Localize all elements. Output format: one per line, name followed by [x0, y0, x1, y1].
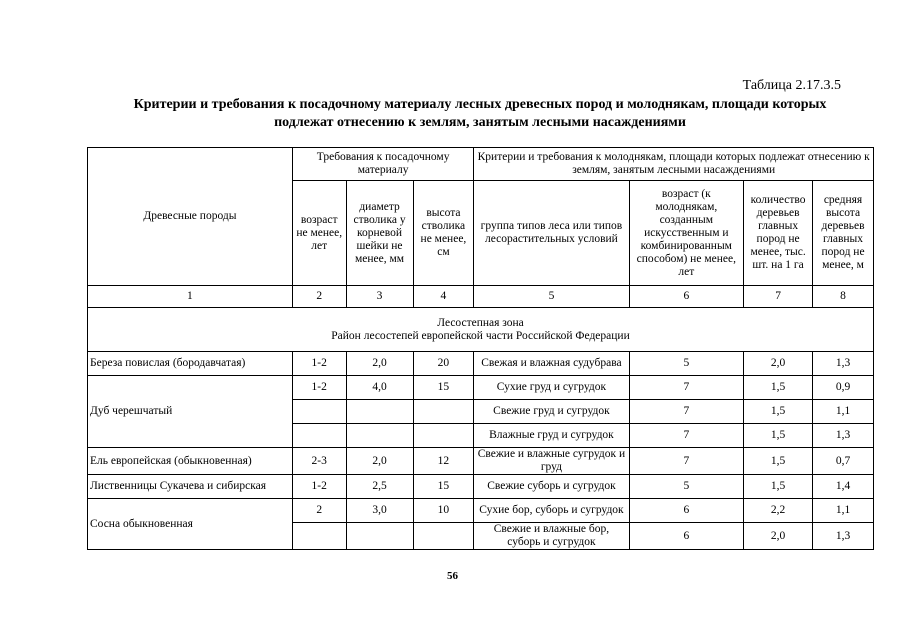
avg-height-cell: 1,1 — [813, 400, 874, 424]
table-number: Таблица 2.17.3.5 — [742, 78, 841, 93]
young-age-cell: 5 — [629, 352, 744, 376]
age-cell — [292, 523, 346, 550]
height-cell: 20 — [413, 352, 474, 376]
forest-type-cell: Свежие и влажные бор, суборь и сугрудок — [474, 523, 629, 550]
age-cell — [292, 400, 346, 424]
avg-height-cell: 1,4 — [813, 475, 874, 499]
avg-height-cell: 0,9 — [813, 376, 874, 400]
age-cell: 1-2 — [292, 475, 346, 499]
forest-type-cell: Свежие груд и сугрудок — [474, 400, 629, 424]
column-number: 5 — [474, 286, 629, 308]
header-row-group — [88, 148, 874, 181]
height-cell — [413, 424, 474, 448]
age-cell: 1-2 — [292, 376, 346, 400]
age-cell: 1-2 — [292, 352, 346, 376]
height-cell — [413, 523, 474, 550]
header-height: высота стволика не менее, см — [413, 181, 474, 286]
tree-count-cell: 1,5 — [744, 475, 813, 499]
forest-type-cell: Влажные груд и сугрудок — [474, 424, 629, 448]
avg-height-cell: 1,3 — [813, 424, 874, 448]
column-number: 8 — [813, 286, 874, 308]
title-line-1: Критерии и требования к посадочному материалу лесных древесных пород и молоднякам, площади которых — [133, 97, 827, 112]
young-age-cell: 7 — [629, 448, 744, 475]
avg-height-cell: 1,3 — [813, 523, 874, 550]
header-young-age: возраст (к молоднякам, созданным искусственным и комбинированным способом) не менее, лет — [629, 181, 744, 286]
height-cell: 12 — [413, 448, 474, 475]
forest-type-cell: Свежие и влажные сугрудок и груд — [474, 448, 629, 475]
column-number: 2 — [292, 286, 346, 308]
table-row — [88, 499, 874, 523]
height-cell: 15 — [413, 475, 474, 499]
height-cell — [413, 400, 474, 424]
diameter-cell — [346, 424, 413, 448]
avg-height-cell: 1,1 — [813, 499, 874, 523]
tree-count-cell: 2,2 — [744, 499, 813, 523]
tree-count-cell: 1,5 — [744, 376, 813, 400]
header-diameter: диаметр стволика у корневой шейки не менее, мм — [346, 181, 413, 286]
young-age-cell: 6 — [629, 523, 744, 550]
young-age-cell: 6 — [629, 499, 744, 523]
young-age-cell: 7 — [629, 400, 744, 424]
tree-count-cell: 2,0 — [744, 523, 813, 550]
diameter-cell: 3,0 — [346, 499, 413, 523]
column-number: 4 — [413, 286, 474, 308]
zone-row — [88, 308, 874, 352]
age-cell — [292, 424, 346, 448]
age-cell: 2-3 — [292, 448, 346, 475]
zone-heading — [88, 308, 874, 352]
header-forest-type: группа типов леса или типов лесорастительных условий — [474, 181, 629, 286]
header-avg-height: средняя высота деревьев главных пород не менее, м — [813, 181, 874, 286]
species-cell: Лиственницы Сукачева и сибирская — [88, 475, 293, 499]
table-row — [88, 448, 874, 475]
avg-height-cell: 1,3 — [813, 352, 874, 376]
column-number: 1 — [88, 286, 293, 308]
header-young-stands: Критерии и требования к молоднякам, площади которых подлежат отнесению к землям, занятым лесными насаждениями — [474, 148, 874, 181]
young-age-cell: 7 — [629, 424, 744, 448]
tree-count-cell: 2,0 — [744, 352, 813, 376]
species-cell: Дуб черешчатый — [88, 376, 293, 448]
table-row — [88, 376, 874, 400]
height-cell: 15 — [413, 376, 474, 400]
young-age-cell: 5 — [629, 475, 744, 499]
species-cell: Сосна обыкновенная — [88, 499, 293, 550]
forest-type-cell: Сухие бор, суборь и сугрудок — [474, 499, 629, 523]
column-number: 6 — [629, 286, 744, 308]
column-number: 7 — [744, 286, 813, 308]
table-title — [60, 96, 900, 132]
zone-name: Лесостепная зона — [437, 316, 524, 329]
young-age-cell: 7 — [629, 376, 744, 400]
avg-height-cell: 0,7 — [813, 448, 874, 475]
diameter-cell — [346, 523, 413, 550]
forest-type-cell: Свежая и влажная судубрава — [474, 352, 629, 376]
tree-count-cell: 1,5 — [744, 424, 813, 448]
table-row — [88, 475, 874, 499]
region-name: Район лесостепей европейской части Российской Федерации — [331, 329, 630, 342]
header-species: Древесные породы — [88, 148, 293, 286]
criteria-table — [87, 147, 874, 550]
species-cell: Ель европейская (обыкновенная) — [88, 448, 293, 475]
tree-count-cell: 1,5 — [744, 448, 813, 475]
column-numbers-row — [88, 286, 874, 308]
header-age: возраст не менее, лет — [292, 181, 346, 286]
title-line-2: подлежат отнесению к землям, занятым лесными насаждениями — [274, 115, 686, 130]
height-cell: 10 — [413, 499, 474, 523]
header-tree-count: количество деревьев главных пород не менее, тыс. шт. на 1 га — [744, 181, 813, 286]
column-number: 3 — [346, 286, 413, 308]
table-row — [88, 352, 874, 376]
forest-type-cell: Сухие груд и сугрудок — [474, 376, 629, 400]
diameter-cell — [346, 400, 413, 424]
age-cell: 2 — [292, 499, 346, 523]
diameter-cell: 4,0 — [346, 376, 413, 400]
forest-type-cell: Свежие суборь и сугрудок — [474, 475, 629, 499]
tree-count-cell: 1,5 — [744, 400, 813, 424]
page-number: 56 — [447, 570, 458, 582]
diameter-cell: 2,0 — [346, 448, 413, 475]
header-planting-material: Требования к посадочному материалу — [292, 148, 474, 181]
species-cell: Береза повислая (бородавчатая) — [88, 352, 293, 376]
diameter-cell: 2,5 — [346, 475, 413, 499]
diameter-cell: 2,0 — [346, 352, 413, 376]
